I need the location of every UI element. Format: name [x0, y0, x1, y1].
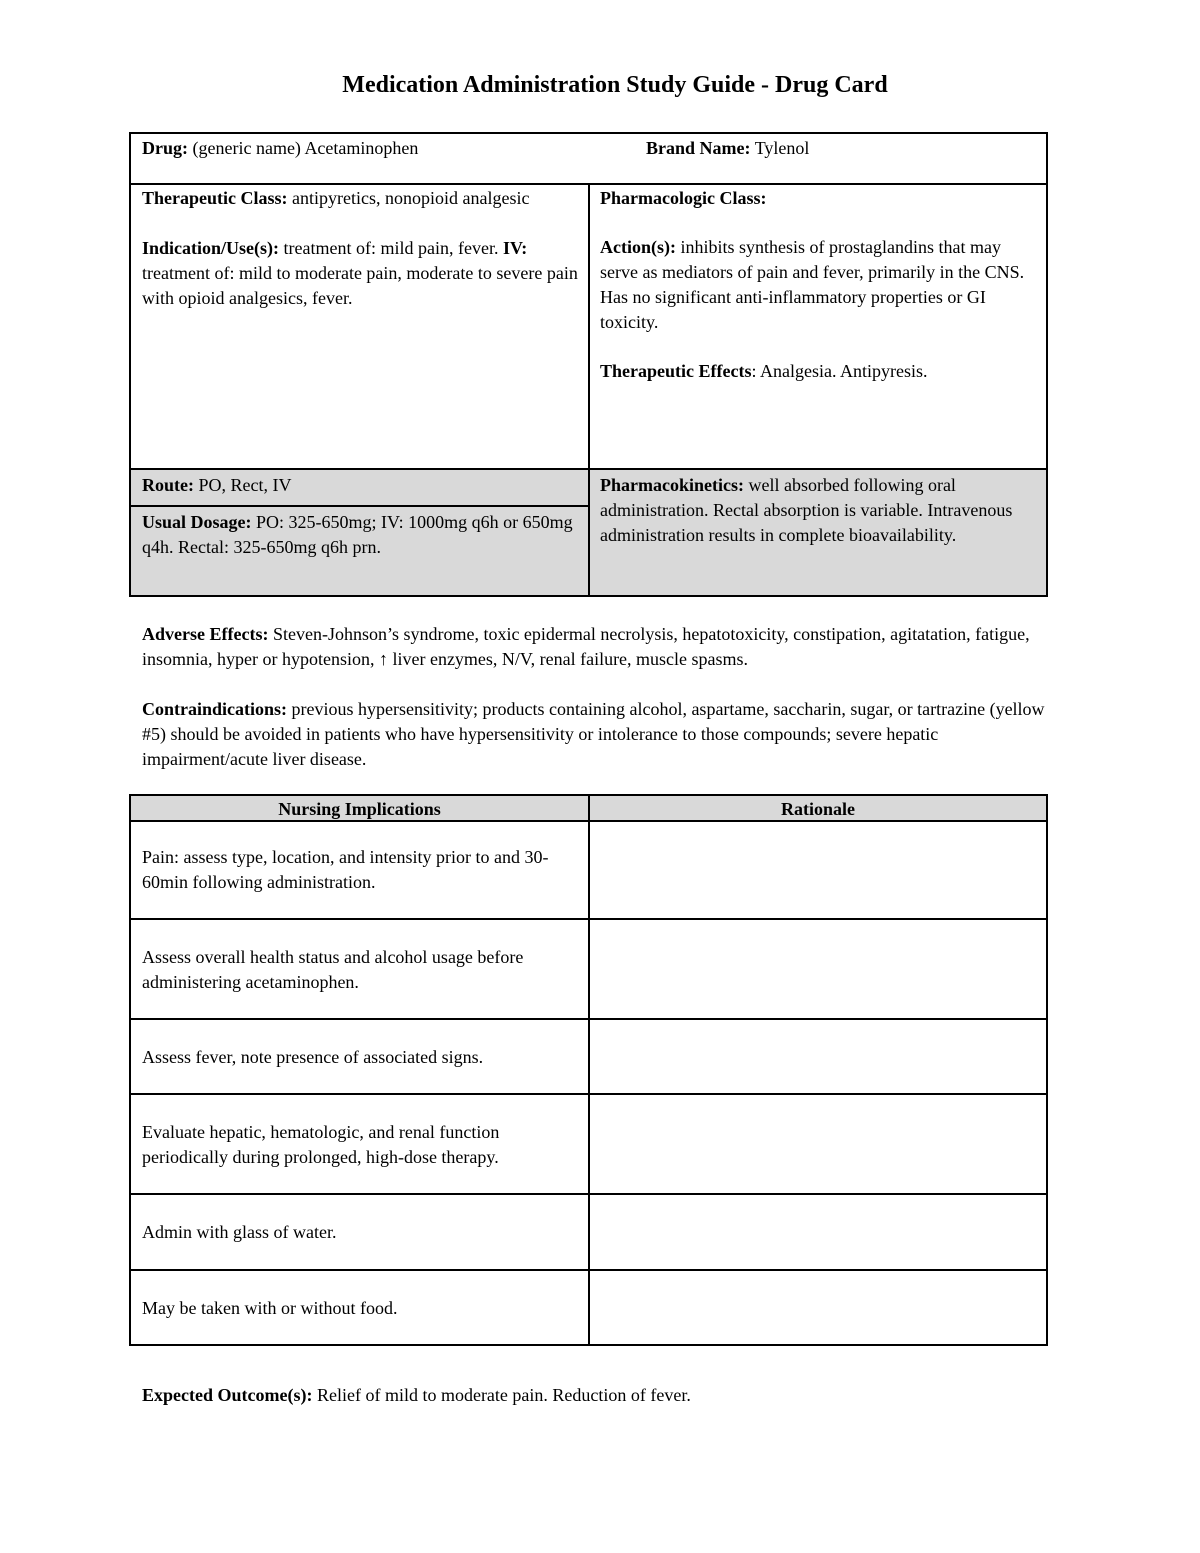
indication-iv-label: IV:	[502, 238, 528, 258]
usual-dosage	[142, 510, 582, 560]
pharmacologic-class	[600, 186, 1028, 211]
route-value: PO, Rect, IV	[198, 475, 292, 495]
brand-name-field	[646, 136, 1026, 161]
divider	[588, 794, 590, 1346]
action-label: Action(s):	[600, 237, 676, 257]
therapeutic-effects-label: Therapeutic Effects	[600, 361, 752, 381]
divider	[129, 1093, 1048, 1095]
rationale-header: Rationale	[781, 799, 855, 819]
contraindications-label: Contraindications:	[142, 699, 288, 719]
pharmacokinetics	[600, 473, 1040, 548]
table-row: Pain: assess type, location, and intensity prior to and 30-60min following administration.	[142, 847, 549, 892]
indication-value: treatment of: mild pain, fever.	[283, 238, 499, 258]
table-row: May be taken with or without food.	[142, 1298, 398, 1318]
therapeutic-class-label: Therapeutic Class:	[142, 188, 288, 208]
divider	[129, 918, 1048, 920]
divider	[129, 1269, 1048, 1271]
route	[142, 473, 582, 498]
therapeutic-class	[142, 186, 582, 211]
divider	[129, 1193, 1048, 1195]
indication-label: Indication/Use(s):	[142, 238, 280, 258]
action	[600, 235, 1028, 335]
table-row: Assess overall health status and alcohol usage before administering acetaminophen.	[142, 947, 524, 992]
expected-outcome-value: Relief of mild to moderate pain. Reduction of fever.	[316, 1385, 691, 1405]
therapeutic-effects	[600, 359, 1028, 384]
contraindications	[142, 697, 1052, 772]
adverse-effects	[142, 622, 1052, 672]
adverse-effects-label: Adverse Effects:	[142, 624, 269, 644]
contraindications-value: previous hypersensitivity; products containing alcohol, aspartame, saccharin, sugar, or tartrazine (yellow #5) should be avoided in patients who have hypersensitivity or intolerance to those compounds; severe hepatic impairment/acute liver disease.	[142, 699, 1045, 769]
brand-name-label: Brand Name:	[646, 138, 751, 158]
therapeutic-class-value: antipyretics, nonopioid analgesic	[292, 188, 530, 208]
divider	[588, 183, 590, 597]
pharmacologic-class-label: Pharmacologic Class:	[600, 188, 767, 208]
action-value: inhibits synthesis of prostaglandins that may serve as mediators of pain and fever, primarily in the CNS. Has no significant anti-inflammatory properties or GI toxicity.	[600, 237, 1025, 332]
usual-dosage-label: Usual Dosage:	[142, 512, 252, 532]
divider	[129, 505, 590, 507]
adverse-effects-value: Steven-Johnson’s syndrome, toxic epidermal necrolysis, hepatotoxicity, constipation, agitatation, fatigue, insomnia, hyper or hypotension, ↑ liver enzymes, N/V, renal failure, muscle spasms.	[142, 624, 1030, 669]
table-row: Assess fever, note presence of associated signs.	[142, 1047, 484, 1067]
pharmacokinetics-label: Pharmacokinetics:	[600, 475, 744, 495]
therapeutic-effects-value: : Analgesia. Antipyresis.	[751, 361, 928, 381]
table-row: Evaluate hepatic, hematologic, and renal function periodically during prolonged, high-dose therapy.	[142, 1122, 500, 1167]
brand-name-value: Tylenol	[754, 138, 810, 158]
expected-outcome-label: Expected Outcome(s):	[142, 1385, 313, 1405]
drug-label: Drug:	[142, 138, 188, 158]
indication	[142, 236, 582, 311]
nursing-implications-header: Nursing Implications	[278, 799, 441, 819]
indication-iv-value: treatment of: mild to moderate pain, moderate to severe pain with opioid analgesics, fever.	[142, 263, 578, 308]
expected-outcome	[142, 1383, 1052, 1408]
pharmacokinetics-value: well absorbed following oral administration. Rectal absorption is variable. Intravenous administration results in complete bioavailability.	[600, 475, 1013, 545]
therapeutic-class-cell	[142, 186, 582, 311]
table-row: Admin with glass of water.	[142, 1222, 337, 1242]
usual-dosage-value: PO: 325-650mg; IV: 1000mg q6h or 650mg q4h. Rectal: 325-650mg q6h prn.	[142, 512, 573, 557]
pharmacologic-cell	[600, 186, 1028, 384]
page-title: Medication Administration Study Guide - Drug Card	[342, 72, 888, 98]
drug-generic-name: (generic name) Acetaminophen	[192, 138, 419, 158]
route-label: Route:	[142, 475, 194, 495]
divider	[129, 1018, 1048, 1020]
